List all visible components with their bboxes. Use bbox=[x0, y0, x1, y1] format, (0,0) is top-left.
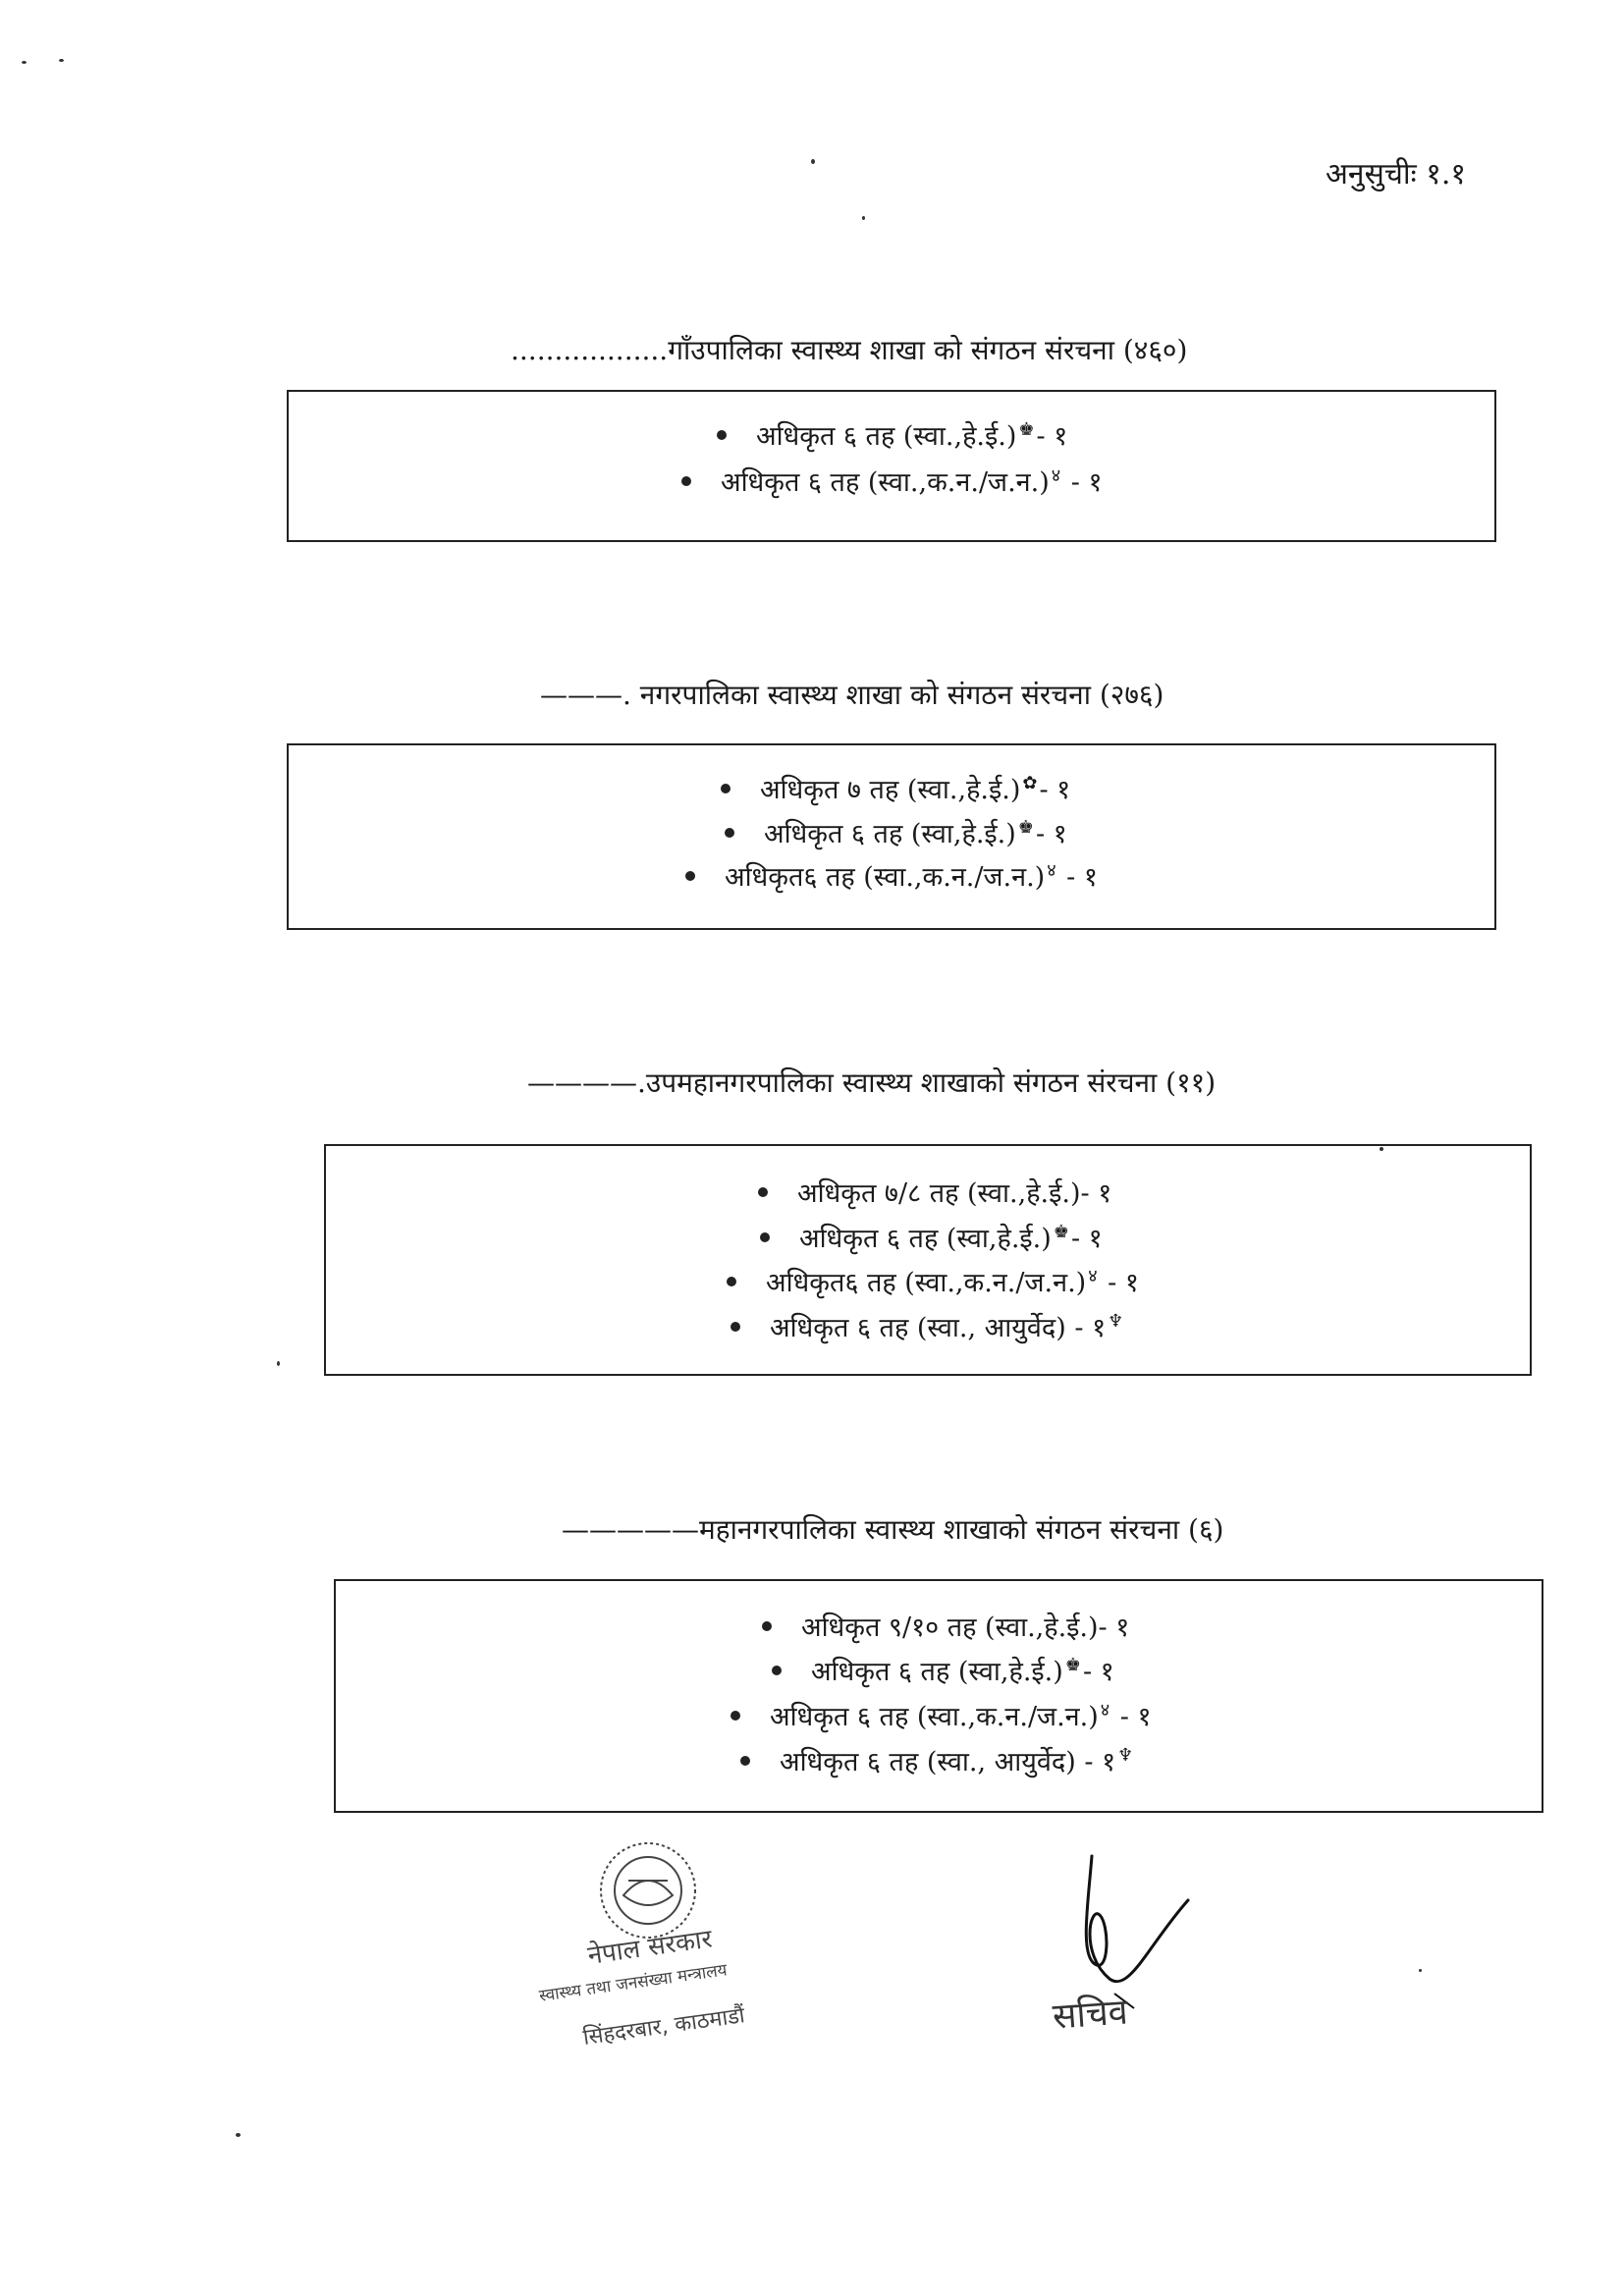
bullet-icon bbox=[758, 1187, 768, 1197]
bullet-icon bbox=[731, 1322, 740, 1332]
list-item: अधिकृत ६ तह (स्वा., आयुर्वेद) - १ ♆ bbox=[740, 1742, 1135, 1778]
footnote-mark: ♚ bbox=[1017, 817, 1034, 838]
footnote-mark: ४ bbox=[1047, 860, 1056, 881]
bullet-icon bbox=[685, 871, 695, 881]
page-label: अनुसुचीः १.१ bbox=[1326, 157, 1467, 191]
footnote-mark: ४ bbox=[1100, 1700, 1110, 1721]
list-item: अधिकृत ९/१० तह (स्वा.,हे.ई.)- १ bbox=[762, 1608, 1129, 1644]
list-item: अधिकृत ७ तह (स्वा.,हे.ई.) ✿- १ bbox=[721, 770, 1070, 806]
footnote-mark: ♚ bbox=[1018, 419, 1035, 440]
list-item: अधिकृत ६ तह (स्वा,हे.ई.) ♚- १ bbox=[760, 1219, 1103, 1255]
section-title-mahanagarpalika: —————महानगरपालिका स्वास्थ्य शाखाको संगठन संरचना (६) bbox=[562, 1513, 1224, 1546]
section-title-upamahanagarpalika: ————.उपमहानगरपालिका स्वास्थ्य शाखाको संगठन संरचना (११) bbox=[527, 1066, 1217, 1099]
bullet-icon bbox=[681, 476, 691, 486]
scan-speck bbox=[277, 1361, 280, 1366]
bullet-icon bbox=[762, 1621, 772, 1631]
bullet-icon bbox=[725, 828, 734, 838]
list-item: अधिकृत ६ तह (स्वा., आयुर्वेद) - १ ♆ bbox=[731, 1308, 1125, 1344]
list-item: अधिकृत ६ तह (स्वा.,क.न./ज.न.) ४ - १ bbox=[731, 1697, 1151, 1733]
section-title-nagarpalika: ———. नगरपालिका स्वास्थ्य शाखा को संगठन संरचना (२७६) bbox=[540, 679, 1164, 711]
list-item: अधिकृत ६ तह (स्वा.,हे.ई.) ♚- १ bbox=[717, 416, 1067, 453]
scan-speck bbox=[1419, 1969, 1422, 1972]
list-item: अधिकृत६ तह (स्वा.,क.न./ज.न.) ४ - १ bbox=[685, 857, 1098, 894]
footnote-mark: ♚ bbox=[1064, 1655, 1081, 1675]
bullet-icon bbox=[760, 1232, 770, 1242]
bullet-icon bbox=[721, 784, 731, 793]
scan-speck bbox=[811, 159, 815, 164]
footnote-mark: ♆ bbox=[1117, 1745, 1134, 1766]
bullet-icon bbox=[717, 430, 727, 440]
scan-speck bbox=[1380, 1147, 1383, 1151]
scan-speck bbox=[22, 61, 27, 64]
section-box-nagarpalika bbox=[287, 743, 1496, 930]
section-box-upamahanagarpalika bbox=[324, 1144, 1532, 1376]
scan-speck bbox=[236, 2133, 241, 2137]
bullet-icon bbox=[772, 1666, 782, 1675]
bullet-icon bbox=[740, 1756, 750, 1766]
footnote-mark: ♆ bbox=[1108, 1311, 1124, 1332]
list-item: अधिकृत ६ तह (स्वा.,क.न./ज.न.) ४ - १ bbox=[681, 463, 1102, 499]
list-item: अधिकृत६ तह (स्वा.,क.न./ज.न.) ४ - १ bbox=[727, 1263, 1139, 1299]
list-item: अधिकृत ७/८ तह (स्वा.,हे.ई.)- १ bbox=[758, 1174, 1111, 1210]
signature-label: सचिव bbox=[1051, 1992, 1130, 2038]
seal-text-2: स्वास्थ्य तथा जनसंख्या मन्त्रालय bbox=[537, 1960, 729, 2006]
scan-speck bbox=[862, 216, 865, 220]
footnote-mark: ४ bbox=[1088, 1266, 1098, 1286]
scan-speck bbox=[59, 59, 64, 62]
section-title-gaunpalika: ..................गाँउपालिका स्वास्थ्य शाखा को संगठन संरचना (४६०) bbox=[511, 334, 1188, 366]
section-box-gaunpalika bbox=[287, 390, 1496, 542]
section-box-mahanagarpalika bbox=[334, 1579, 1543, 1813]
footnote-mark: ♚ bbox=[1053, 1222, 1069, 1242]
seal-text-3: सिंहदरबार, काठमाडौं bbox=[581, 2003, 747, 2050]
footnote-mark: ✿ bbox=[1022, 773, 1038, 793]
list-item: अधिकृत ६ तह (स्वा,हे.ई.) ♚- १ bbox=[772, 1652, 1114, 1688]
bullet-icon bbox=[727, 1277, 736, 1286]
list-item: अधिकृत ६ तह (स्वा,हे.ई.) ♚- १ bbox=[725, 814, 1067, 850]
footnote-mark: ४ bbox=[1051, 465, 1061, 486]
bullet-icon bbox=[731, 1711, 740, 1721]
official-seal bbox=[530, 1836, 825, 2062]
seal-text-1: नेपाल सरकार bbox=[585, 1924, 715, 1971]
